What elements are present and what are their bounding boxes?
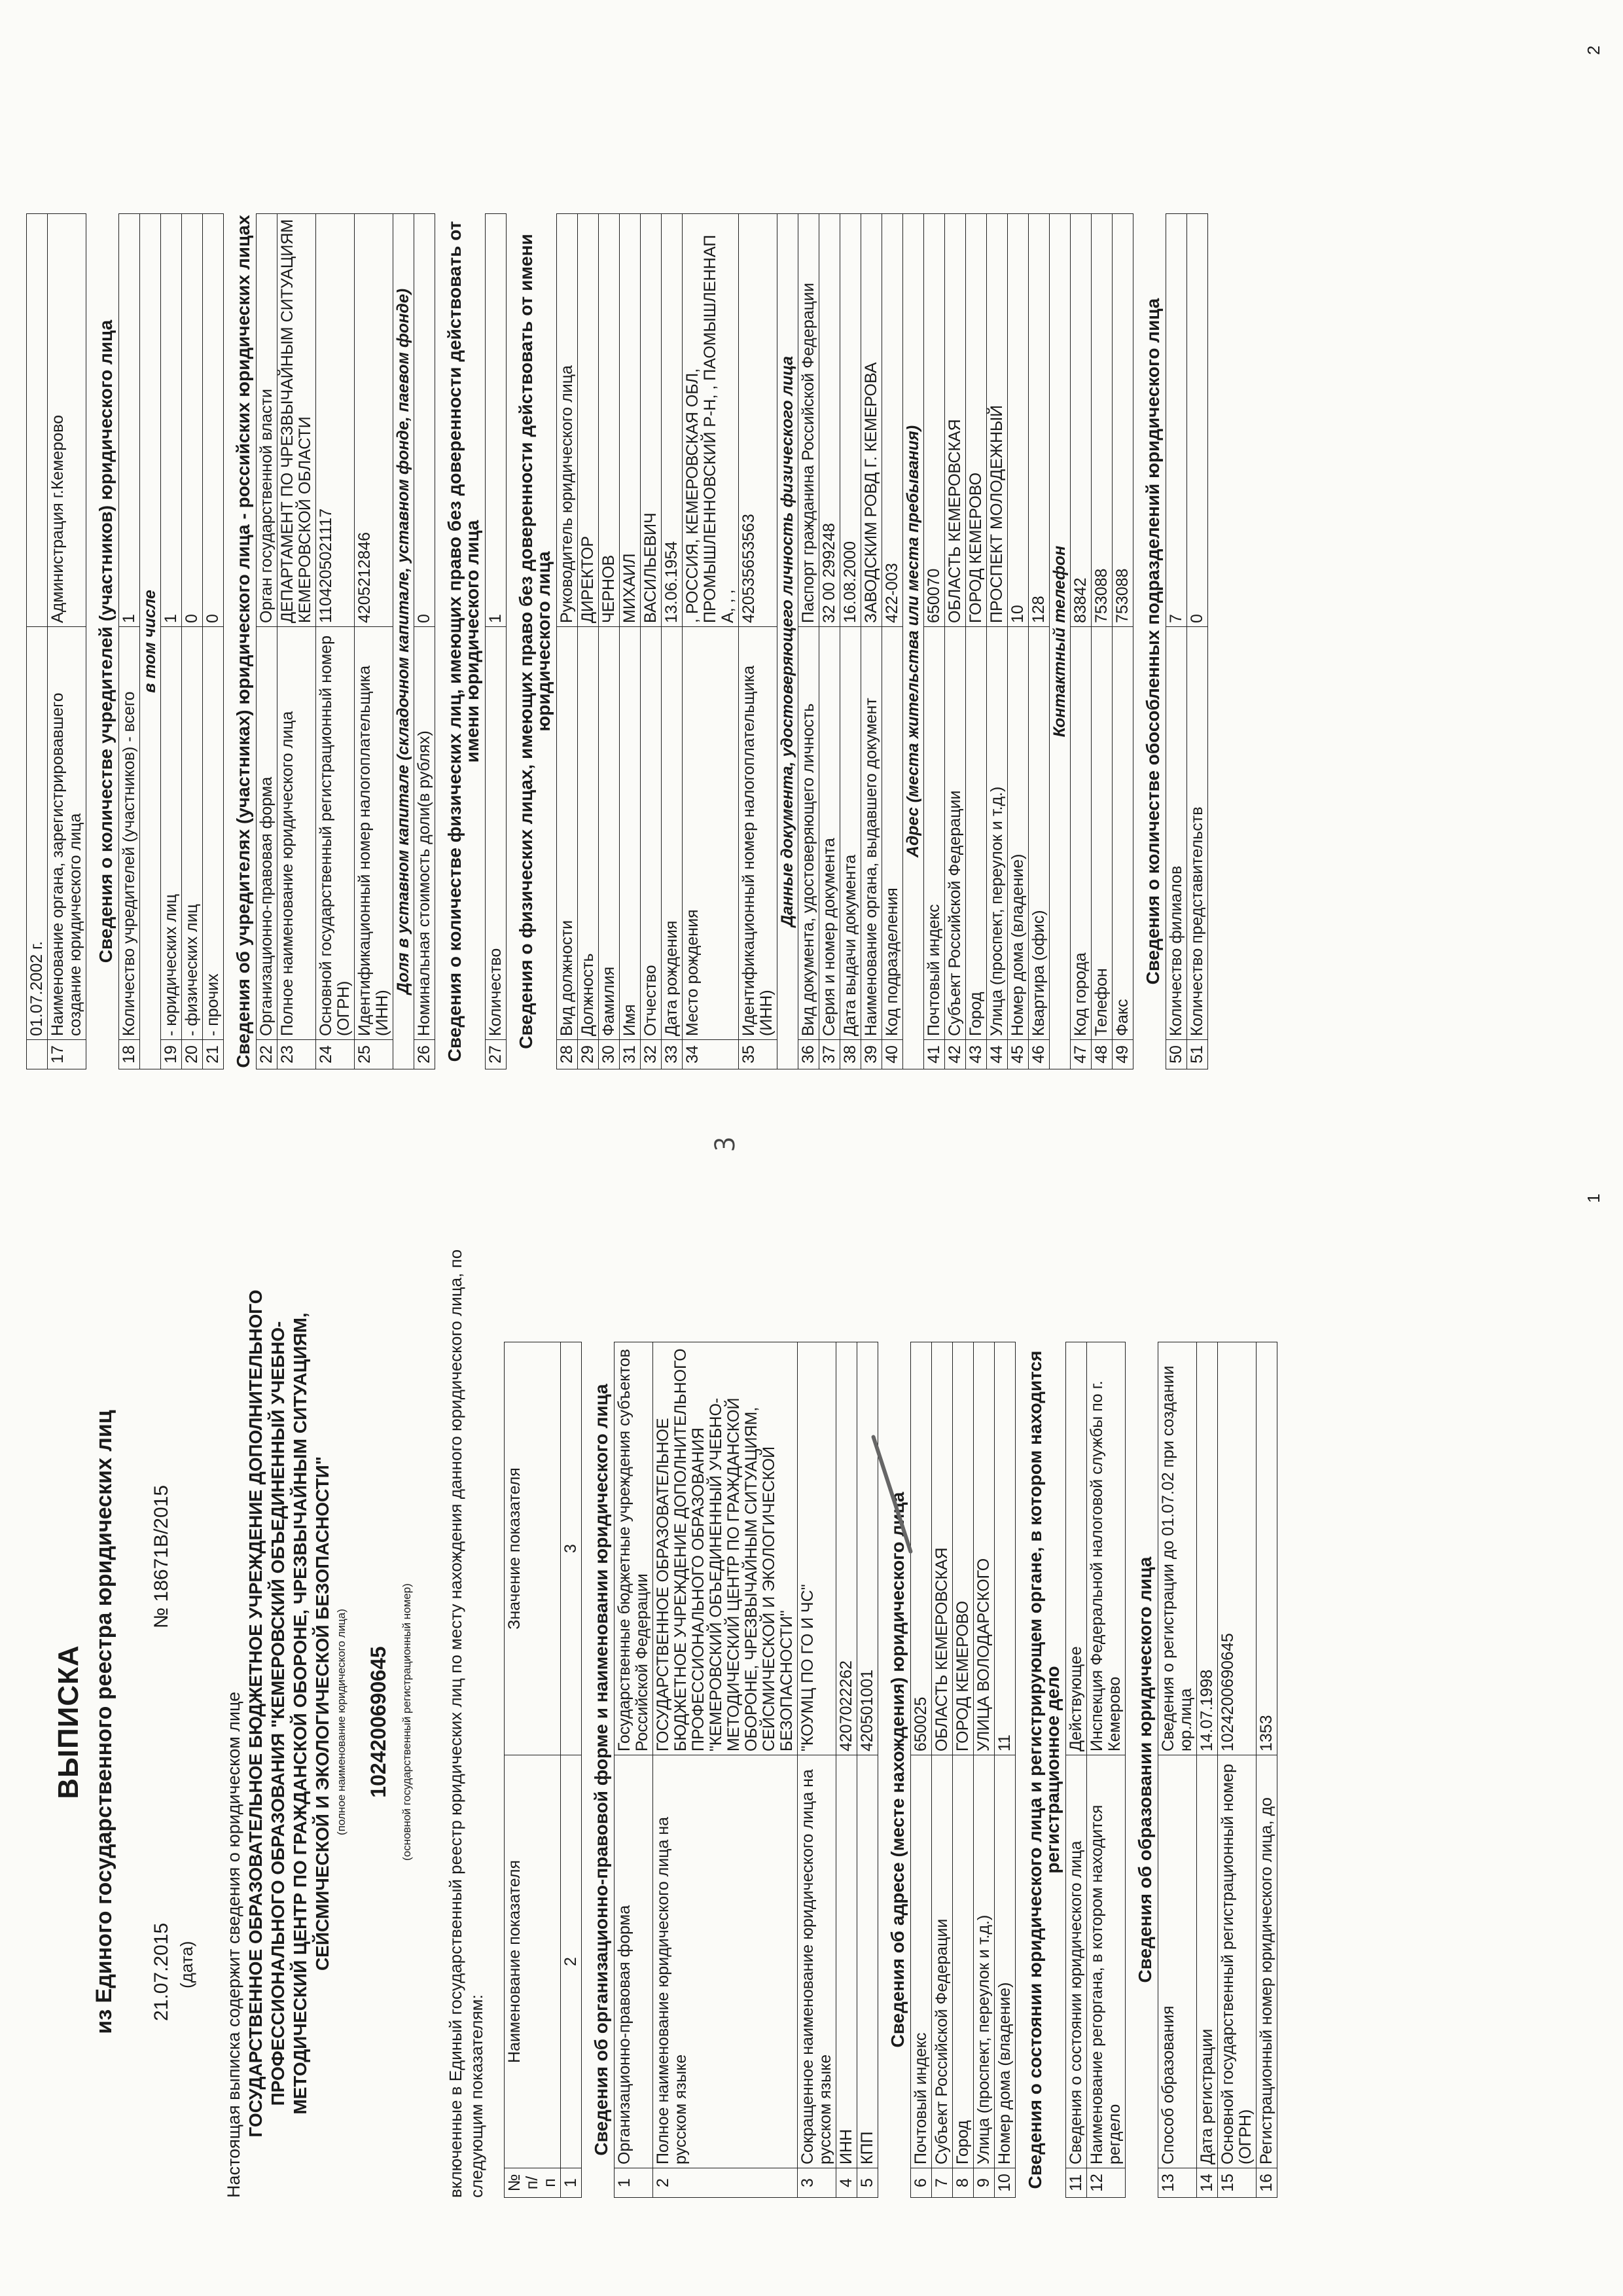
row-indicator-name: Сведения о состоянии юридического лица — [1066, 1755, 1087, 2168]
org-name-caption: (полное наименование юридического лица) — [335, 1609, 348, 1835]
table-row — [911, 1342, 932, 2198]
table-row — [486, 214, 507, 1069]
row-indicator-value: Сведения о регистрации до 01.07.02 при создании юр.лица — [1158, 1342, 1197, 1755]
subsection-title: Доля в уставном капитале (складочном капитале, уставном фонде, паевом фонде) — [393, 214, 414, 1069]
row-indicator-value: 1353 — [1257, 1342, 1277, 1755]
row-indicator-name: Способ образования — [1158, 1755, 1197, 2168]
row-indicator-value: 1 — [161, 214, 182, 627]
row-indicator-name: Организационно-правовая форма — [615, 1755, 653, 2168]
row-indicator-name: - физических лиц — [182, 627, 203, 1040]
row-number: 51 — [1187, 1040, 1208, 1069]
row-indicator-name: Идентификационный номер налогоплательщика (ИНН) — [739, 627, 777, 1040]
row-indicator-value: 13.06.1954 — [662, 214, 683, 627]
row-indicator-name: Имя — [620, 627, 641, 1040]
row-number: 19 — [161, 1040, 182, 1069]
section-title: Сведения об образовании юридического лица — [1126, 1342, 1158, 2198]
col-index-2: 2 — [561, 1755, 582, 2168]
subsection-title: в том числе — [140, 214, 161, 1069]
row-number: 10 — [995, 2168, 1016, 2198]
row-number: 8 — [953, 2168, 974, 2198]
row-indicator-name: Должность — [578, 627, 599, 1040]
row-number: 24 — [316, 1040, 355, 1069]
row-indicator-value: 0 — [182, 214, 203, 627]
row-number: 26 — [414, 1040, 435, 1069]
row-indicator-value: , РОССИЯ, КЕМЕРОВСКАЯ ОБЛ, ПРОМЫШЛЕННОВСКИЙ Р-Н, , ПАОМЫШЛЕННАП А, , , — [683, 214, 739, 627]
table-row — [182, 214, 203, 1069]
col-header-value: Значение показателя — [505, 1342, 561, 1755]
row-indicator-value: ПРОСПЕКТ МОЛОДЕЖНЫЙ — [987, 214, 1008, 627]
row-indicator-value: 650025 — [911, 1342, 932, 1755]
row-number: 38 — [840, 1040, 861, 1069]
row-number: 27 — [486, 1040, 507, 1069]
section-header — [1133, 214, 1166, 1069]
row-indicator-value: Руководитель юридического лица — [557, 214, 578, 627]
table-row — [316, 214, 355, 1069]
extract-page-1 — [0, 1148, 1623, 2296]
row-indicator-name: Дата выдачи документа — [840, 627, 861, 1040]
row-number: 23 — [277, 1040, 316, 1069]
row-indicator-value: ГОСУДАРСТВЕННОЕ ОБРАЗОВАТЕЛЬНОЕ БЮДЖЕТНОЕ УЧРЕЖДЕНИЕ ДОПОЛНИТЕЛЬНОГО ПРОФЕССИОНАЛЬНОГО ОБРАЗОВАНИЯ "КЕМЕРОВСКИЙ ОБЪЕДИНЕННЫЙ УЧЕБНО-МЕТОДИЧЕСКИЙ ЦЕНТР ПО ГРАЖДАНСКОЙ ОБОРОНЕ, ЧРЕЗВЫЧАЙНЫМ СИТУАЦИЯМ, СЕЙСМИЧЕСКОЙ И ЭКОЛОГИЧЕСКОЙ БЕЗОПАСНОСТИ" — [653, 1342, 798, 1755]
col-index-3: 3 — [561, 1342, 582, 1755]
table-row — [203, 214, 224, 1069]
row-number: 49 — [1113, 1040, 1133, 1069]
row-indicator-value: 4205212846 — [355, 214, 393, 627]
table-row — [1008, 214, 1029, 1069]
table-row — [987, 214, 1008, 1069]
row-number: 4 — [836, 2168, 857, 2198]
row-number: 16 — [1257, 2168, 1277, 2198]
section-title: Сведения об адресе (месте нахождения) юридического лица — [878, 1342, 911, 2198]
table-header-row — [505, 1342, 561, 2198]
row-indicator-name: Фамилия — [599, 627, 620, 1040]
ogrn-value: 1024200690645 — [366, 1646, 390, 1798]
table-row — [1187, 214, 1208, 1069]
table-row — [798, 1342, 836, 2198]
row-number: 34 — [683, 1040, 739, 1069]
row-indicator-name: - прочих — [203, 627, 224, 1040]
document-subtitle: из Единого государственного реестра юридических лиц — [92, 1410, 116, 2034]
row-number: 11 — [1066, 2168, 1087, 2198]
row-number: 15 — [1218, 2168, 1257, 2198]
row-indicator-name: Код подразделения — [882, 627, 903, 1040]
table-row — [798, 214, 819, 1069]
row-indicator-name: Полное наименование юридического лица — [277, 627, 316, 1040]
document-title: ВЫПИСКА — [52, 1645, 84, 1799]
section-title: Сведения о количестве обособленных подразделений юридического лица — [1133, 214, 1166, 1069]
row-number: 1 — [615, 2168, 653, 2198]
row-indicator-value: Паспорт гражданина Российской Федерации — [798, 214, 819, 627]
row-indicator-name: Наименование органа, выдавшего документ — [861, 627, 882, 1040]
table-row — [840, 214, 861, 1069]
table-row — [1197, 1342, 1218, 2198]
row-indicator-value: 7 — [1166, 214, 1187, 627]
row-indicator-value: 420501001 — [857, 1342, 878, 1755]
row-indicator-value: 0 — [414, 214, 435, 627]
row-indicator-value: 753088 — [1113, 214, 1133, 627]
table-row — [1113, 214, 1133, 1069]
row-indicator-name: Организационно-правовая форма — [257, 627, 277, 1040]
row-indicator-name: Сокращенное наименование юридического лица на русском языке — [798, 1755, 836, 2168]
table-row — [1166, 214, 1187, 1069]
included-text: включенные в Единый государственный реестр юридических лиц по месту нахождения данного юридического лица, по следующим показателям: — [446, 1249, 486, 2198]
row-indicator-name: Вид должности — [557, 627, 578, 1040]
row-indicator-name: Наименование органа, зарегистрировавшего создание юридического лица — [48, 627, 86, 1040]
row-indicator-value: 1024200690645 — [1218, 1342, 1257, 1755]
row-indicator-name: Улица (проспект, переулок и т.д.) — [974, 1755, 995, 2168]
registry-table-page-2 — [26, 213, 1208, 1069]
row-indicator-value — [27, 214, 48, 627]
row-number: 39 — [861, 1040, 882, 1069]
table-row — [27, 214, 48, 1069]
row-number: 32 — [641, 1040, 662, 1069]
row-indicator-name: Номер дома (владение) — [995, 1755, 1016, 2168]
table-row — [945, 214, 966, 1069]
table-row — [257, 214, 277, 1069]
row-indicator-value: ДИРЕКТОР — [578, 214, 599, 627]
table-row — [599, 214, 620, 1069]
row-indicator-name: Город — [953, 1755, 974, 2168]
row-indicator-name: Дата рождения — [662, 627, 683, 1040]
row-indicator-value: Государственные бюджетные учреждения субъектов Российской Федерации — [615, 1342, 653, 1755]
row-number: 5 — [857, 2168, 878, 2198]
row-indicator-value: 32 00 299248 — [819, 214, 840, 627]
row-indicator-name: Субъект Российской Федерации — [945, 627, 966, 1040]
row-indicator-value: ОБЛАСТЬ КЕМЕРОВСКАЯ — [945, 214, 966, 627]
row-indicator-value: 650070 — [924, 214, 945, 627]
org-full-name: ГОСУДАРСТВЕННОЕ ОБРАЗОВАТЕЛЬНОЕ БЮДЖЕТНОЕ УЧРЕЖДЕНИЕ ДОПОЛНИТЕЛЬНОГО ПРОФЕССИОНАЛЬНОГО ОБРАЗОВАНИЯ "КЕМЕРОВСКИЙ ОБЪЕДИНЕННЫЙ УЧЕБНО-МЕТОДИЧЕСКИЙ ЦЕНТР ПО ГРАЖДАНСКОЙ ОБОРОНЕ, ЧРЕЗВЫЧАЙНЫМ СИТУАЦИЯМ, СЕЙСМИЧЕСКОЙ И ЭКОЛОГИЧЕСКОЙ БЕЗОПАСНОСТИ" — [245, 1289, 332, 2138]
extract-number: № 18671В/2015 — [151, 1484, 172, 1628]
row-indicator-name: Почтовый индекс — [924, 627, 945, 1040]
row-number: 17 — [48, 1040, 86, 1069]
row-indicator-name: - юридических лиц — [161, 627, 182, 1040]
row-indicator-name: Вид документа, удостоверяющего личность — [798, 627, 819, 1040]
section-title: Сведения об учредителях (участниках) юридического лица - российских юридических лицах — [224, 214, 257, 1069]
row-indicator-name: Место рождения — [683, 627, 739, 1040]
row-indicator-value: ЗАВОДСКИМ РОВД Г. КЕМЕРОВА — [861, 214, 882, 627]
section-header — [1126, 1342, 1158, 2198]
row-number: 6 — [911, 2168, 932, 2198]
table-row — [819, 214, 840, 1069]
table-row — [1158, 1342, 1197, 2198]
table-row — [953, 1342, 974, 2198]
row-indicator-name: Код города — [1071, 627, 1092, 1040]
row-indicator-name: Основной государственный регистрационный номер (ОГРН) — [316, 627, 355, 1040]
row-indicator-value: ГОРОД КЕМЕРОВО — [953, 1342, 974, 1755]
row-number: 33 — [662, 1040, 683, 1069]
table-row — [882, 214, 903, 1069]
table-row — [836, 1342, 857, 2198]
table-row — [974, 1342, 995, 2198]
table-row — [355, 214, 393, 1069]
row-indicator-name: Почтовый индекс — [911, 1755, 932, 2168]
section-header — [582, 1342, 615, 2198]
subsection-row — [393, 214, 414, 1069]
row-indicator-value: ГОРОД КЕМЕРОВО — [966, 214, 987, 627]
row-indicator-value: ДЕПАРТАМЕНТ ПО ЧРЕЗВЫЧАЙНЫМ СИТУАЦИЯМ КЕМЕРОВСКОЙ ОБЛАСТИ — [277, 214, 316, 627]
row-indicator-value: 128 — [1029, 214, 1050, 627]
row-indicator-value: ОБЛАСТЬ КЕМЕРОВСКАЯ — [932, 1342, 953, 1755]
table-row — [861, 214, 882, 1069]
row-indicator-value: 1104205021117 — [316, 214, 355, 627]
subsection-title: Контактный телефон — [1050, 214, 1071, 1069]
table-row — [1071, 214, 1092, 1069]
table-row — [578, 214, 599, 1069]
row-indicator-value: 11 — [995, 1342, 1016, 1755]
table-row — [653, 1342, 798, 2198]
row-indicator-value: Действующее — [1066, 1342, 1087, 1755]
row-number: 50 — [1166, 1040, 1187, 1069]
row-indicator-value: 420535653563 — [739, 214, 777, 627]
row-indicator-name: Количество представительств — [1187, 627, 1208, 1040]
row-number: 25 — [355, 1040, 393, 1069]
row-indicator-name: Квартира (офис) — [1029, 627, 1050, 1040]
row-indicator-name: Количество учредителей (участников) - всего — [119, 627, 140, 1040]
row-indicator-value: 14.07.1998 — [1197, 1342, 1218, 1755]
row-indicator-name: Количество филиалов — [1166, 627, 1187, 1040]
row-number: 2 — [653, 2168, 798, 2198]
row-number: 35 — [739, 1040, 777, 1069]
row-number: 43 — [966, 1040, 987, 1069]
row-indicator-name: Номер дома (владение) — [1008, 627, 1029, 1040]
subsection-row — [777, 214, 798, 1069]
table-row — [683, 214, 739, 1069]
row-number: 9 — [974, 2168, 995, 2198]
table-row — [857, 1342, 878, 2198]
table-row — [161, 214, 182, 1069]
page-number-1: 1 — [1584, 1193, 1603, 1203]
row-indicator-name: Дата регистрации — [1197, 1755, 1218, 2168]
row-number: 20 — [182, 1040, 203, 1069]
row-indicator-value: МИХАИЛ — [620, 214, 641, 627]
subsection-row — [140, 214, 161, 1069]
row-number — [27, 1040, 48, 1069]
scan-smudge-icon: ꝫ — [705, 1137, 734, 1151]
extract-date: 21.07.2015 — [151, 1922, 172, 2021]
row-indicator-value: 16.08.2000 — [840, 214, 861, 627]
subsection-title: Адрес (места жительства или места пребывания) — [903, 214, 924, 1069]
row-indicator-name: Улица (проспект, переулок и т.д.) — [987, 627, 1008, 1040]
row-number: 41 — [924, 1040, 945, 1069]
table-row — [739, 214, 777, 1069]
row-indicator-name: Серия и номер документа — [819, 627, 840, 1040]
row-indicator-name: Телефон — [1092, 627, 1113, 1040]
row-number: 36 — [798, 1040, 819, 1069]
row-indicator-name: Идентификационный номер налогоплательщика (ИНН) — [355, 627, 393, 1040]
row-indicator-name: КПП — [857, 1755, 878, 2168]
ogrn-caption: (основной государственный регистрационный номер) — [401, 1583, 413, 1861]
table-row — [615, 1342, 653, 2198]
table-row — [1029, 214, 1050, 1069]
row-indicator-name: Факс — [1113, 627, 1133, 1040]
table-row — [1087, 1342, 1126, 2198]
table-row — [277, 214, 316, 1069]
row-number: 13 — [1158, 2168, 1197, 2198]
row-number: 42 — [945, 1040, 966, 1069]
section-title: Сведения о количестве учредителей (участников) юридического лица — [86, 214, 119, 1069]
row-indicator-value: 422-003 — [882, 214, 903, 627]
row-number: 12 — [1087, 2168, 1126, 2198]
section-title: Сведения об организационно-правовой форме и наименовании юридического лица — [582, 1342, 615, 2198]
row-indicator-value: Орган государственной власти — [257, 214, 277, 627]
row-indicator-value: 10 — [1008, 214, 1029, 627]
row-indicator-name: Номинальная стоимость доли(в рублях) — [414, 627, 435, 1040]
section-header — [507, 214, 557, 1069]
col-header-name: Наименование показателя — [505, 1755, 561, 2168]
row-indicator-name: Количество — [486, 627, 507, 1040]
row-indicator-value: 0 — [1187, 214, 1208, 627]
row-indicator-value: УЛИЦА ВОЛОДАРСКОГО — [974, 1342, 995, 1755]
table-row — [924, 214, 945, 1069]
row-indicator-name: 01.07.2002 г. — [27, 627, 48, 1040]
row-indicator-name: Полное наименование юридического лица на русском языке — [653, 1755, 798, 2168]
section-header — [1016, 1342, 1066, 2198]
row-number: 47 — [1071, 1040, 1092, 1069]
row-indicator-name: Город — [966, 627, 987, 1040]
section-title: Сведения о состоянии юридического лица и регистрирующем органе, в котором находится регистрационное дело — [1016, 1342, 1066, 2198]
table-row — [662, 214, 683, 1069]
row-number: 31 — [620, 1040, 641, 1069]
section-header — [224, 214, 257, 1069]
row-number: 40 — [882, 1040, 903, 1069]
table-row — [414, 214, 435, 1069]
row-number: 44 — [987, 1040, 1008, 1069]
table-row — [48, 214, 86, 1069]
row-number: 48 — [1092, 1040, 1113, 1069]
row-indicator-value: "КОУМЦ ПО ГО И ЧС" — [798, 1342, 836, 1755]
row-indicator-name: ИНН — [836, 1755, 857, 2168]
row-number: 18 — [119, 1040, 140, 1069]
row-indicator-value: ЧЕРНОВ — [599, 214, 620, 627]
subsection-row — [903, 214, 924, 1069]
row-number: 46 — [1029, 1040, 1050, 1069]
row-number: 22 — [257, 1040, 277, 1069]
table-row — [932, 1342, 953, 2198]
section-header — [86, 214, 119, 1069]
row-indicator-value: 1 — [119, 214, 140, 627]
table-row — [620, 214, 641, 1069]
subsection-row — [1050, 214, 1071, 1069]
row-number: 14 — [1197, 2168, 1218, 2198]
row-indicator-value: 4207022262 — [836, 1342, 857, 1755]
row-indicator-name: Наименование регоргана, в котором находится регдело — [1087, 1755, 1126, 2168]
row-number: 45 — [1008, 1040, 1029, 1069]
row-number: 29 — [578, 1040, 599, 1069]
row-number: 28 — [557, 1040, 578, 1069]
table-row — [1218, 1342, 1257, 2198]
table-row — [1257, 1342, 1277, 2198]
row-indicator-value: 1 — [486, 214, 507, 627]
page-number-2: 2 — [1584, 45, 1603, 55]
intro-text: Настоящая выписка содержит сведения о юридическом лице — [224, 1691, 243, 2198]
section-title: Сведения о физических лицах, имеющих право без доверенности действовать от имени юридического лица — [507, 214, 557, 1069]
row-indicator-name: Основной государственный регистрационный номер (ОГРН) — [1218, 1755, 1257, 2168]
row-indicator-name: Регистрационный номер юридического лица, до — [1257, 1755, 1277, 2168]
row-indicator-value: Администрация г.Кемерово — [48, 214, 86, 627]
section-title: Сведения о количестве физических лиц, имеющих право без доверенности действовать от имени юридического лица — [435, 214, 486, 1069]
subsection-title: Данные документа, удостоверяющего личность физического лица — [777, 214, 798, 1069]
row-number: 7 — [932, 2168, 953, 2198]
table-row — [995, 1342, 1016, 2198]
row-indicator-name: Отчество — [641, 627, 662, 1040]
row-number: 30 — [599, 1040, 620, 1069]
extract-date-caption: (дата) — [177, 1941, 196, 1988]
table-row — [557, 214, 578, 1069]
col-header-number: № п/п — [505, 2168, 561, 2198]
section-header — [435, 214, 486, 1069]
row-indicator-value: 83842 — [1071, 214, 1092, 627]
row-indicator-name: Субъект Российской Федерации — [932, 1755, 953, 2168]
row-indicator-value: 753088 — [1092, 214, 1113, 627]
col-index-1: 1 — [561, 2168, 582, 2198]
table-row — [966, 214, 987, 1069]
row-indicator-value: 0 — [203, 214, 224, 627]
row-indicator-value: ВАСИЛЬЕВИЧ — [641, 214, 662, 627]
table-row — [1066, 1342, 1087, 2198]
row-indicator-value: Инспекция Федеральной налоговой службы по г. Кемерово — [1087, 1342, 1126, 1755]
table-row — [119, 214, 140, 1069]
row-number: 3 — [798, 2168, 836, 2198]
row-number: 37 — [819, 1040, 840, 1069]
registry-table-page-1 — [504, 1342, 1277, 2198]
table-column-index-row — [561, 1342, 582, 2198]
row-number: 21 — [203, 1040, 224, 1069]
table-row — [1092, 214, 1113, 1069]
table-row — [641, 214, 662, 1069]
